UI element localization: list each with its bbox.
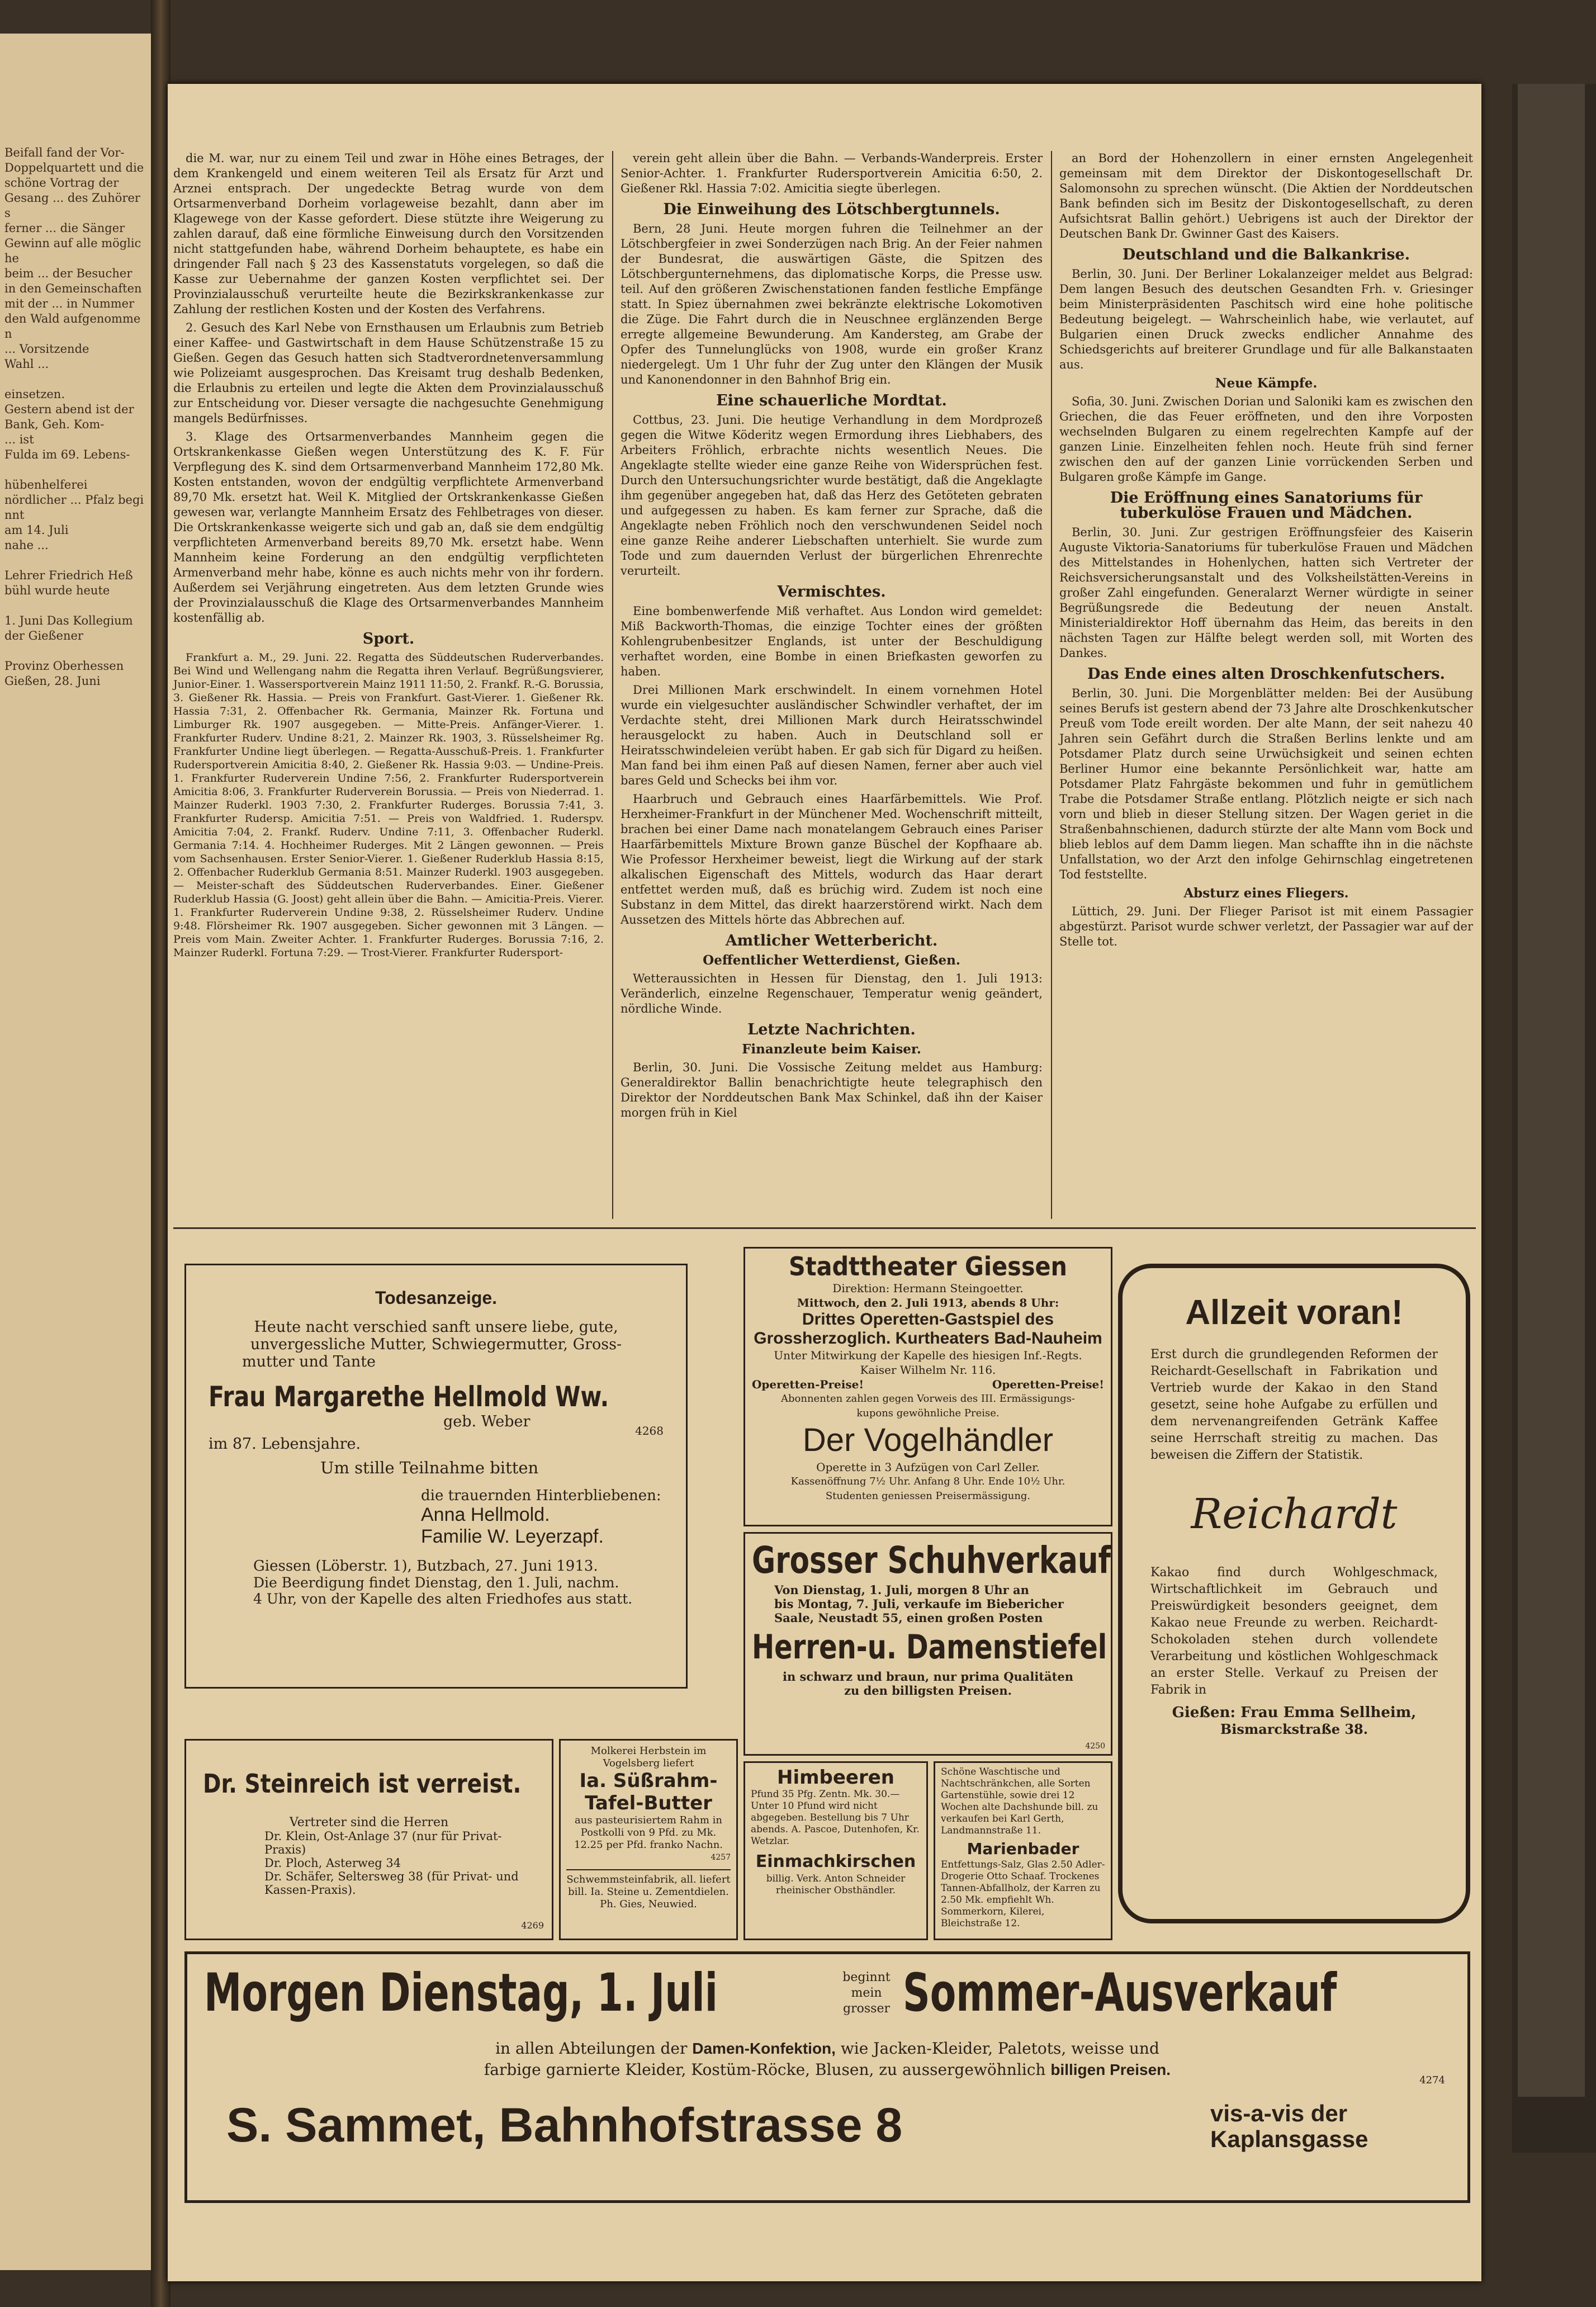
weather-heading: Amtlicher Wetterbericht. <box>725 932 938 949</box>
bereaved-name: Familie W. Leyerzapf. <box>421 1526 604 1547</box>
news-subheading: Finanzleute beim Kaiser. <box>742 1042 921 1057</box>
article-text: die M. war, nur zu einem Teil und zwar in Höhe eines Betrages, der dem Krankengeld und einem weiteren Teil als Ersatz für Arzt und Arznei entsprach. Der ungedeckte Betrag wurde von dem Ortsarmenverband Dorheim vorlageweise bezahlt, dann aber im Klagewege von der Kasse gefordert. Diese stützte ihre Weigerung zu zahlen darauf, daß eine förmliche Einweisung durch den Vorsitzenden nicht stattgefunden habe, während Dorheim behauptete, es habe ein dringender Fall nach § 23 des Kassenstatuts vorgelegen, so daß die Kasse zur Uebernahme der ganzen Kosten verpflichtet sei. Der Provinzialausschuß verurteilte heute die Bezirkskrankenkasse zur Zahlung der restlichen Kosten und der Kosten des Verfahrens. <box>173 152 604 316</box>
newspaper-page <box>168 84 1481 2281</box>
left-page-text: Beifall fand der Vor- Doppelquartett und die schöne Vortrag der Gesang ... des Zuhörers ferner ... die Sänger Gewinn auf alle mögliche beim ... der Besucher in den Gemeinschaften mit der ... in Nummer den Wald aufgenommen ... Vorsitzende Wahl ... einsetzen. Gestern abend ist der Bank, Geh. Kom- ... ist Fulda im 69. Lebens- hübenhelferei nördlicher ... Pfalz beginnt am 14. Juli nahe ... Lehrer Friedrich Heß bühl wurde heute 1. Juni Das Kollegium der Gießener Provinz Oberhessen Gießen, 28. Juni <box>4 146 144 688</box>
article-heading: Die Eröffnung eines Sanatoriums für tuberkulöse Frauen und Mädchen. <box>1110 489 1423 522</box>
doctor-substitutes-label: Vertreter sind die Herren <box>289 1816 449 1829</box>
article-heading: Absturz eines Fliegers. <box>1183 886 1349 901</box>
sale-prices: billigen Preisen. <box>1050 2061 1171 2078</box>
doctor-away-ad <box>184 1739 553 1940</box>
article-heading: Die Einweihung des Lötschbergtunnels. <box>663 201 1000 218</box>
ad-number: 4269 <box>521 1920 544 1931</box>
death-notice-line: unvergessliche Mutter, Schwiegermutter, Gross- <box>250 1336 622 1353</box>
article-text: Berlin, 30. Juni. Zur gestrigen Eröffnungsfeier des Kaiserin Auguste Viktoria-Sanatoriums für tuberkulöse Frauen und Mädchen des Mittelstandes in Hohenlychen, hatten sich Vertreter der Reichsversicherungsanstalt und des Volksheilstätten-Vereins in großer Zahl eingefunden. Generalarzt Werner würdigte in seiner Begrüßungsrede die Bedeutung der neuen Anstalt. Ministerialdirektor Hoff übernahm das Heim, das bereits in den nächsten Tagen zur Hälfte belegt werden soll, mit Worten des Dankes. <box>1059 526 1473 660</box>
place-date: Giessen (Löberstr. 1), Butzbach, 27. Juni 1913. <box>253 1558 598 1575</box>
doctor-substitute: Dr. Klein, Ost-Anlage 37 (nur für Privat-Praxis) <box>264 1829 502 1856</box>
ad-number: 4257 <box>711 1853 731 1862</box>
death-notice-line: Heute nacht verschied sanft unsere liebe, gute, <box>254 1318 618 1336</box>
theater-direction: Direktion: Hermann Steingoetter. <box>832 1282 1024 1295</box>
bereaved-label: die trauernden Hinterbliebenen: <box>421 1487 661 1504</box>
ad-number: 4274 <box>1419 2074 1445 2086</box>
doctor-substitute: Dr. Schäfer, Seltersweg 38 (für Privat- und Kassen-Praxis). <box>264 1870 519 1897</box>
subscription-line: kupons gewöhnliche Preise. <box>856 1407 1000 1419</box>
store-location: vis-a-vis der <box>1210 2100 1348 2126</box>
box-office-times: Kassenöffnung 7½ Uhr. Anfang 8 Uhr. Ende 10½ Uhr. <box>790 1476 1065 1487</box>
summer-sale-ad <box>184 1951 1470 2203</box>
news-heading: Letzte Nachrichten. <box>747 1021 916 1038</box>
doctor-substitute: Dr. Ploch, Asterweg 34 <box>264 1856 401 1870</box>
article-text: Berlin, 30. Juni. Die Morgenblätter melden: Bei der Ausübung seines Berufs ist gestern abend der 73 Jahre alte Droschkenkutscher Preuß vom Tode ereilt worden. Der alte Mann, der seit nahezu 40 Jahren sein Gefährt durch die Straßen Berlins lenkte und am Potsdamer Platz durch seine Urwüchsigkeit und seinen echten Berliner Humor eine bekannte Persönlichkeit war, hatte am Potsdamer Platz Fahrgäste bekommen und fuhr in gemütlichem Trabe die Potsdamer Straße entlang. Plötzlich neigte er sich nach vorn und blieb in dieser Stellung sitzen. Der Wagen geriet in die Straßenbahnschienen, dadurch stürzte der alte Mann vom Bock und blieb leblos auf dem Damm liegen. Man schaffte ihn in die nächste Unfallstation, wo der Arzt den infolge Gehirnschlag eingetretenen Tod feststellte. <box>1059 687 1473 881</box>
play-description: Operette in 3 Aufzügen von Carl Zeller. <box>816 1460 1040 1474</box>
cocoa-dealer-street: Bismarckstraße 38. <box>1220 1721 1368 1737</box>
cherries-text: billig. Verk. Anton Schneider rheinischer Obsthändler. <box>766 1873 906 1896</box>
reichardt-logo: Reichardt <box>1191 1490 1398 1538</box>
store-name: S. Sammet, Bahnhofstrasse 8 <box>226 2098 903 2152</box>
article-text: Eine bombenwerfende Miß verhaftet. Aus London wird gemeldet: Miß Backworth-Thomas, die einzige Tochter eines der größten Kohlengrubenbesitzer Englands, ist unter der Beschuldigung verhaftet worden, eine Bombe in einen Briefkasten geworfen zu haben. <box>621 604 1043 678</box>
bereaved-name: Anna Hellmold. <box>421 1504 550 1525</box>
sale-line: wie Jacken-Kleider, Paletots, weisse und <box>840 2039 1159 2058</box>
death-notice-title: Todesanzeige. <box>375 1288 498 1308</box>
column-rule <box>1051 151 1052 1219</box>
weather-subheading: Oeffentlicher Wetterdienst, Gießen. <box>703 953 960 968</box>
ads-divider <box>173 1227 1476 1229</box>
article-text: Berlin, 30. Juni. Der Berliner Lokalanzeiger meldet aus Belgrad: Dem langen Besuch des deutschen Gesandten Frh. v. Griesinger beim Ministerpräsidenten Paschitsch wird eine hohe politische Bedeutung beigelegt. — Wahrscheinlich habe, wie verlautet, auf Bulgarien einen Druck zwecks endlicher Annahme des Schiedsgerichts auf breiterer Grundlage und für alle Balkanstaaten aus. <box>1059 267 1473 371</box>
article-heading: Eine schauerliche Mordtat. <box>716 392 947 409</box>
article-heading: Vermischtes. <box>777 583 886 601</box>
article-text: Drei Millionen Mark erschwindelt. In einem vornehmen Hotel wurde ein vielgesuchter ausländischer Schwindler verhaftet, der im Verdachte steht, drei Millionen Mark durch Heiratsschwindel herausgelockt zu haben. Auch in Deutschland soll er Heiratsschwindeleien verübt haben. Er gab sich für Digard zu heißen. Man fand bei ihm einen Paß auf diesen Namen, ferner aber auch viel bares Geld und Schecks bei ihm vor. <box>621 683 1043 787</box>
article-text: Sofia, 30. Juni. Zwischen Dorian und Saloniki kam es zwischen den Griechen, die das Feuer eröffneten, und den ihre Vorposten wechselnden Bulgaren zu einem regelrechten Kampfe auf der ganzen Linie. Einzelheiten fehlen noch. Heute früh sind ferner zwischen den auf der ganzen Linie vorrückenden Serben und Bulgaren große Kämpfe im Gange. <box>1059 395 1473 484</box>
store-location: Kaplansgasse <box>1210 2126 1368 2152</box>
shoe-sale-ad <box>743 1532 1112 1756</box>
sport-text: Frankfurt a. M., 29. Juni. 22. Regatta des Süddeutschen Ruderverbandes. Bei Wind und Wellengang nahm die Regatta ihren Verlauf. Begrüßungsvierer, Junior-Einer. 1. Wassersportverein Mainz 1911 11:50, 2. Frankf. R.-G. Borussia, 3. Gießener Rk. Hassia. — Preis von Frankfurt. Gast-Vierer. 1. Gießener Rk. Hassia 7:31, 2. Offenbacher Rk. Germania, Mainzer Rk. Fortuna und Limburger Rk. 1907 ausgegeben. — Mitte-Preis. Anfänger-Vierer. 1. Frankfurter Ruderv. Undine 8:21, 2. Mainzer Rk. 1903, 3. Rüsselsheimer Rg. Frankfurter Undine liegt überlegen. — Regatta-Ausschuß-Preis. 1. Frankfurter Rudersportverein Amicitia 8:40, 2. Gießener Rk. Hassia 9:03. — Undine-Preis. 1. Frankfurter Ruderverein Undine 7:56, 2. Frankfurter Rudersportverein Amicitia 8:06, 3. Frankfurter Ruderverein Borussia. — Preis von Niederrad. 1. Mainzer Ruderkl. 1903 7:30, 2. Frankfurter Ruderges. Borussia 7:41, 3. Frankfurter Rudersp. Amicitia 7:51. — Preis von Waldfried. 1. Ruderspv. Amicitia 7:04, 2. Frankf. Ruderv. Undine 7:11, 3. Offenbacher Ruderkl. Germania 7:14. 4. Hochheimer Ruderges. Mit 2 Längen gewonnen. — Preis vom Sachsenhausen. Erster Senior-Vierer. 1. Gießener Ruderklub Hassia 8:15, 2. Offenbacher Ruderklub Germania 8:51. Mainzer Ruderkl. 1903 ausgegeben. — Meister-schaft des Süddeutschen Ruderverbandes. Einer. Gießener Ruderklub Hassia (G. Joost) geht allein über die Bahn. — Amicitia-Preis. Vierer. 1. Frankfurter Ruderverein Undine 9:38, 2. Rüsselsheimer Ruderv. Undine 9:48. Flörsheimer Rk. 1907 ausgegeben. Sicher gewonnen mit 3 Längen. — Preis vom Main. Zweiter Achter. 1. Frankfurter Ruderges. Borussia 7:16, 2. Mainzer Ruderkl. Fortuna 7:29. — Trost-Vierer. Frankfurter Rudersport- <box>173 651 604 959</box>
prices-label: Operetten-Preise! <box>992 1378 1104 1391</box>
theater-ad <box>743 1247 1112 1526</box>
sale-line: in allen Abteilungen der <box>495 2039 688 2058</box>
cocoa-text: Kakao find durch Wohlgeschmack, Wirtschaftlichkeit im Gebrauch und Preiswürdigkeit besonders geeignet, dem Kakao neue Freunde zu werben. Reichardt-Schokoladen stehen durch vollendete Verarbeitung und köstlichen Wohlgeschmack an erster Stelle. Verkauf zu Preisen der Fabrik in <box>1150 1566 1438 1697</box>
cocoa-dealer: Gießen: Frau Emma Sellheim, <box>1172 1704 1417 1721</box>
raspberries-title: Himbeeren <box>776 1766 895 1789</box>
shoe-sale-line: Von Dienstag, 1. Juli, morgen 8 Uhr an <box>774 1583 1029 1597</box>
column-3 <box>1059 151 1473 953</box>
death-notice-ad <box>184 1264 688 1689</box>
plea-line: Um stille Teilnahme bitten <box>320 1458 539 1477</box>
butter-text: aus pasteurisiertem Rahm in Postkolli von 9 Pfd. zu Mk. 12.25 per Pfd. franko Nachn. <box>574 1814 723 1851</box>
article-text: an Bord der Hohenzollern in einer ernsten Angelegenheit gemeinsam mit dem Direktor der Diskontogesellschaft Dr. Salomonsohn zu sprechen wünscht. (Die Aktien der Norddeutschen Bank befinden sich im Besitz der Diskontogesellschaft, zu deren Aufsichtsrat Ballin gehört.) Uebrigens ist auch der Direktor der Deutschen Bank Dr. Gwinner Gast des Kaisers. <box>1059 152 1473 240</box>
article-text: Lüttich, 29. Juni. Der Flieger Parisot ist mit einem Passagier abgestürzt. Parisot wurde schwer verletzt, der Passagier war auf der Stelle tot. <box>1059 905 1473 948</box>
play-title: Der Vogelhändler <box>802 1422 1054 1458</box>
article-text: Cottbus, 23. Juni. Die heutige Verhandlung in dem Mordprozeß gegen die Witwe Köderitz wegen Ermordung ihres Liebhabers, des Arbeiters Fröhlich, erbrachte nichts wesentlich Neues. Die Angeklagte stellte wieder eine ganze Reihe von Widersprüchen fest. Durch den Untersuchungsrichter wurde bestätigt, daß die Angeklagte ihm gegenüber angegeben hat, daß das Herz des Getöteten gebraten und aufgegessen zu haben. Es kam ferner zur Sprache, daß die Angeklagte neben Fröhlich noch den verschwundenen Seidel noch eine ganze Reihe anderer Liebschaften unterhielt. Sie wurde zum Tode und zum dauernden Verlust der bürgerlichen Ehrenrechte verurteilt. <box>621 413 1043 578</box>
article-heading: Neue Kämpfe. <box>1215 376 1318 391</box>
cherries-title: Einmachkirschen <box>755 1852 916 1871</box>
article-text: Berlin, 30. Juni. Die Vossische Zeitung meldet aus Hamburg: Generaldirektor Ballin benachrichtigte heute telegraphisch den Direktor der Norddeutschen Bank Max Schinkel, daß ihn der Kaiser morgen früh in Kiel <box>621 1061 1043 1119</box>
shoe-sale-line: bis Montag, 7. Juli, verkaufe im Biebericher <box>774 1597 1064 1611</box>
furniture-text: Schöne Waschtische und Nachtschränkchen, alle Sorten Gartenstühle, sowie drei 12 Wochen alte Dachshunde bill. zu verkaufen bei Karl Gerth, Landmannstraße 11. <box>941 1766 1098 1836</box>
dairy-name: Molkerei Herbstein im Vogelsberg liefert <box>590 1745 707 1769</box>
sale-begins-text: beginnt mein grosser <box>842 1970 891 2016</box>
student-discount: Studenten geniessen Preisermässigung. <box>825 1490 1031 1502</box>
performance-date: Mittwoch, den 2. Juli 1913, abends 8 Uhr: <box>797 1296 1059 1309</box>
shoe-sale-title: Grosser Schuhverkauf <box>752 1539 1111 1582</box>
doctor-away-title: Dr. Steinreich ist verreist. <box>203 1769 522 1799</box>
article-text: Bern, 28 Juni. Heute morgen fuhren die Teilnehmer an der Lötschbergfeier in zwei Sonderzügen nach Brig. An der Feier nahmen der Bundesrat, die auswärtigen Gäste, die Spitzen des Lötschbergunternehmens, das diplomatische Korps, die Presse usw. teil. Auf den größeren Zwischenstationen fanden festliche Empfänge statt. In Spiez übernahmen zwei bekränzte elektrische Lokomotiven die Züge. Die Fahrt durch die in Neuschnee erglänzenden Berge erregte allgemeine Bewunderung. Am Kandersteg, am Grabe der Opfer des Tunnelunglücks von 1908, wurde ein großer Kranz niedergelegt. Um 1 Uhr fuhr der Zug unter den Klängen der Musik und Kanonendonner in den Bahnhof Brig ein. <box>621 222 1043 386</box>
marienbader-title: Marienbader <box>967 1840 1079 1858</box>
article-heading: Deutschland und die Balkankrise. <box>1122 246 1410 263</box>
article-text: Haarbruch und Gebrauch eines Haarfärbemittels. Wie Prof. Herxheimer-Frankfurt in der Münchener Med. Wochenschrift mitteilt, brachen bei einer Dame nach monatelangem Gebrauch eines Pariser Haarfärbemittels Mixture Brown ganze Büschel der Kopfhaare ab. Wie Professor Herxheimer beweist, liegt die Wirkung auf der stark alkalischen Eigenschaft des Mittels, wodurch das Haar derart entfettet werden muß, daß es brüchig wird. Zudem ist noch eine Substanz in dem Mittel, das direkt haarzerstörend wirkt. Nach dem Aussetzen des Mittels hörte das Abbrechen auf. <box>621 792 1043 926</box>
boots-title: Herren-u. Damenstiefel <box>752 1628 1107 1667</box>
age-line: im 87. Lebensjahre. <box>209 1435 361 1453</box>
death-notice-line: mutter und Tante <box>242 1353 376 1370</box>
ad-number: 4268 <box>635 1424 664 1438</box>
orchestra-line: Kaiser Wilhelm Nr. 116. <box>860 1363 996 1377</box>
shoe-prices: zu den billigsten Preisen. <box>844 1684 1012 1698</box>
prices-label: Operetten-Preise! <box>752 1378 864 1391</box>
sale-department: Damen-Konfektion, <box>692 2040 836 2057</box>
sale-line: farbige garnierte Kleider, Kostüm-Röcke, Blusen, zu aussergewöhnlich <box>484 2060 1046 2079</box>
shoe-quality: in schwarz und braun, nur prima Qualitäten <box>783 1670 1073 1684</box>
berries-ad <box>743 1761 928 1940</box>
guest-theater: Grossherzoglich. Kurtheaters Bad-Nauheim <box>754 1329 1102 1348</box>
butter-ad <box>559 1739 738 1940</box>
sale-date-title: Morgen Dienstag, 1. Juli <box>204 1963 718 2024</box>
weather-text: Wetteraussichten in Hessen für Dienstag, den 1. Juli 1913: Veränderlich, einzelne Regenschauer, Temperatur wenig geändert, nördliche Winde. <box>621 972 1043 1015</box>
guest-performance: Drittes Operetten-Gastspiel des <box>802 1310 1054 1329</box>
burial-line: Die Beerdigung findet Dienstag, den 1. Juli, nachm. <box>253 1575 619 1591</box>
marienbader-text: Entfettungs-Salz, Glas 2.50 Adler-Drogerie Otto Schaaf. Trockenes Tannen-Abfallholz, der Karren zu 2.50 Mk. empfiehlt Wh. Sommerkorn, Kilerei, Bleichstraße 12. <box>941 1859 1105 1929</box>
butter-title: Ia. Süßrahm-Tafel-Butter <box>579 1770 718 1814</box>
theater-title: Stadttheater Giessen <box>788 1251 1068 1282</box>
summer-sale-title: Sommer-Ausverkauf <box>903 1963 1337 2024</box>
left-page-fragment <box>0 34 153 2270</box>
raspberries-text: Pfund 35 Pfg. Zentn. Mk. 30.— Unter 10 Pfund wird nicht abgegeben. Bestellung bis 7 Uhr abends. A. Pascoe, Dutenhofen, Kr. Wetzlar. <box>751 1789 920 1847</box>
column-1 <box>173 151 604 963</box>
column-rule <box>612 151 613 1219</box>
subscription-line: Abonnenten zahlen gegen Vorweis des III. Ermässigungs- <box>781 1393 1075 1405</box>
cocoa-slogan: Allzeit voran! <box>1185 1293 1403 1332</box>
binder-edge <box>1512 84 1596 2153</box>
column-2 <box>621 151 1043 1124</box>
ad-number: 4250 <box>1085 1742 1105 1751</box>
deceased-name: Frau Margarethe Hellmold Ww. <box>209 1381 609 1413</box>
article-text: 3. Klage des Ortsarmenverbandes Mannheim gegen die Ortskrankenkasse Gießen wegen Unterstützung des K. F. Für Verpflegung des K. sind dem Ortsarmenverband Mannheim 172,80 Mk. Kosten entstanden, wovon der endgültig verpflichtete Armenverband 89,70 Mk. ersetzt hat. Weil K. Mitglied der Ortskrankenkasse Gießen gewesen war, verlangte Mannheim Ersatz des Fehlbetrages von dieser. Die Ortskrankenkasse weigerte sich und gab an, daß sie dem endgültig verpflichteten Armenverband bereits 89,70 Mk. ersetzt habe. Wenn Mannheim keine Forderung an den endgültig verpflichteten Armenverband mehr habe, könne es auch nichts mehr von ihr fordern. Außerdem sei Verjährung eingetreten. Aus dem letzten Grunde wies der Provinzialausschuß die Klage des Ortsarmenverbandes Mannheim kostenfällig ab. <box>173 430 604 625</box>
article-text: 2. Gesuch des Karl Nebe von Ernsthausen um Erlaubnis zum Betrieb einer Kaffee- und Gastwirtschaft in dem Hause Schützenstraße 15 zu Gießen. Gegen das Gesuch hatten sich Stadtverordnetenversammlung wie Polizeiamt ausgesprochen. Das Kreisamt trug deshalb Bedenken, die Erlaubnis zu erteilen und legte die Akten dem Provinzialausschuß zur Entscheidung vor. Dieser versagte die nachgesuchte Genehmigung mangels Bedürfnisses. <box>173 321 604 425</box>
birth-name: geb. Weber <box>443 1413 531 1430</box>
article-text: verein geht allein über die Bahn. — Verbands-Wanderpreis. Erster Senior-Achter. 1. Frankfurter Rudersportverein Amicitia 6:50, 2. Gießener Rkl. Hassia 7:02. Amicitia siegte überlegen. <box>621 152 1043 195</box>
orchestra-line: Unter Mitwirkung der Kapelle des hiesigen Inf.-Regts. <box>774 1349 1082 1362</box>
cocoa-ad <box>1118 1264 1470 1923</box>
cocoa-text: Erst durch die grundlegenden Reformen der Reichardt-Gesellschaft in Fabrikation und Vertrieb wurde der Kakao in den Stand gesetzt, seine hohe Aufgabe zu erfüllen und dem nervenangreifenden Getränk Kaffee seine Herrschaft streitig zu machen. Das beweisen die Ziffern der Statistik. <box>1150 1348 1438 1462</box>
sport-heading: Sport. <box>362 630 415 647</box>
brick-ad: Schwemmsteinfabrik, all. liefert bill. Ia. Steine u. Zementdielen. Ph. Gies, Neuwied. <box>566 1869 731 1911</box>
burial-line: 4 Uhr, von der Kapelle des alten Friedhofes aus statt. <box>253 1591 633 1607</box>
household-ad <box>934 1761 1112 1940</box>
article-heading: Das Ende eines alten Droschkenfutschers. <box>1087 665 1445 683</box>
shoe-sale-line: Saale, Neustadt 55, einen großen Posten <box>774 1611 1043 1625</box>
